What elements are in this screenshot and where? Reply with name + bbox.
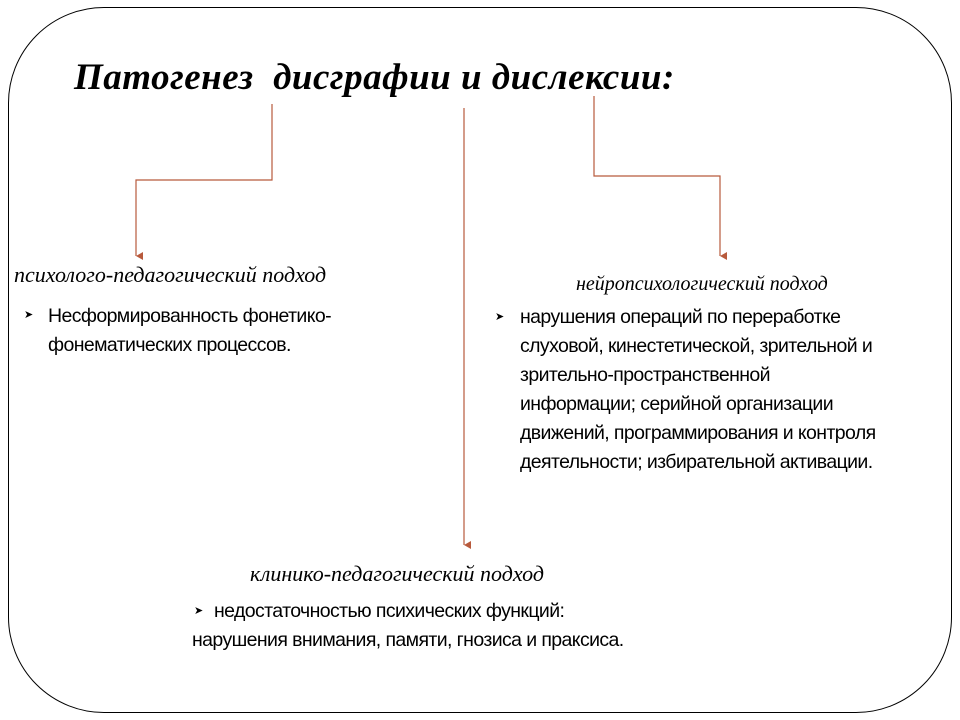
text-line: информации; серийной организации [520,393,834,415]
text-line: Несформированность фонетико- [48,305,331,327]
text-line: деятельности; избирательной активации. [520,451,873,473]
text-line: зрительно-пространственной [520,364,770,386]
arrowhead-bullet-icon: ➤ [495,311,505,323]
text-line: нарушения внимания, памяти, гнозиса и праксиса. [192,629,624,651]
text-line: нарушения операций по переработке [520,306,841,328]
text-line: движений, программирования и контроля [520,422,876,444]
text-neuro [520,303,952,477]
arrow-to-neuro [594,96,720,256]
heading-neuro: нейропсихологический подход [576,273,828,295]
text-clinical [192,597,732,655]
text-line: недостаточностью психических функций: [214,600,565,622]
text-psych-ped [48,302,428,360]
heading-psych-ped: психолого-педагогический подход [14,262,327,287]
arrowhead-bullet-icon: ➤ [194,605,204,617]
text-line: фонематических процессов. [48,334,291,356]
page-title: Патогенез дисграфии и дислексии: [74,57,675,98]
arrow-to-psych-ped [136,104,272,256]
heading-clinical: клинико-педагогический подход [250,561,544,586]
arrowhead-bullet-icon: ➤ [24,309,34,321]
text-line: слуховой, кинестетической, зрительной и [520,335,873,357]
